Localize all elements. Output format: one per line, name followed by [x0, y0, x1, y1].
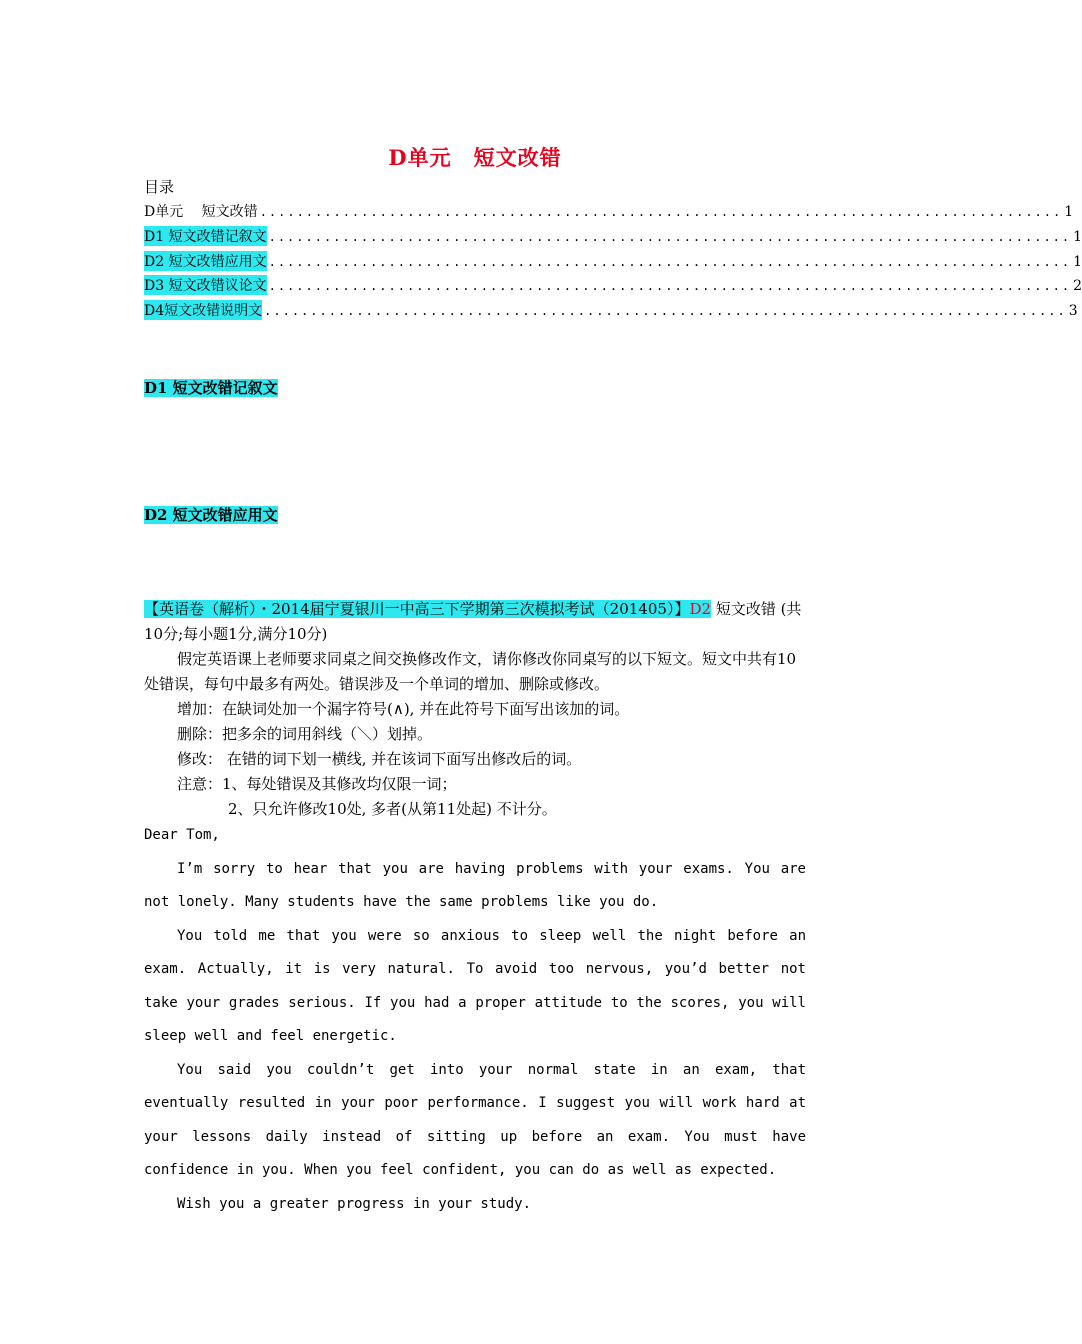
toc-entry[interactable]: D4短文改错说明文 ....................................................................................... 3 [144, 300, 806, 320]
letter-salutation: Dear Tom, [144, 827, 220, 843]
instruction-note-2: 2、只允许修改10处, 多者(从第11处起) 不计分。 [228, 800, 557, 818]
instruction-add: 增加：在缺词处加一个漏字符号(∧), 并在此符号下面写出该加的词。 [177, 700, 630, 718]
toc-heading: 目录 [144, 178, 175, 196]
letter-paragraph: I’m sorry to hear that you are having problems with your exams. You are not lonely. Many students have the same problems like you do. [144, 861, 806, 911]
question-header: 【英语卷（解析）・2014届宁夏银川一中高三下学期第三次模拟考试（201405）】D2 短文改错 (共10分;每小题1分,满分10分) [144, 600, 802, 643]
instruction-delete: 删除：把多余的词用斜线（＼）划掉。 [177, 725, 433, 743]
page-title: D单元 短文改错 [388, 145, 562, 170]
instruction-note-1: 注意：1、每处错误及其修改均仅限一词； [177, 775, 457, 793]
toc-entry[interactable]: D单元 短文改错 ....................................................................................... 1 [144, 204, 1074, 220]
letter-closing: Wish you a greater progress in your study. [177, 1196, 532, 1212]
section-heading-d2: D2 短文改错应用文 [144, 506, 278, 524]
section-heading-d1: D1 短文改错记叙文 [144, 379, 278, 397]
toc-entry[interactable]: D1 短文改错记叙文 ....................................................................................... 1 [144, 226, 806, 246]
letter-paragraph: You told me that you were so anxious to sleep well the night before an exam. Actually, it is very natural. To avoid too nervous, you’d better not take your grades serious. If you had a proper attitude to the scores, you will sleep well and feel energetic. [144, 928, 806, 1045]
toc-entry[interactable]: D2 短文改错应用文 ....................................................................................... 1 [144, 251, 806, 271]
letter-paragraph: You said you couldn’t get into your normal state in an exam, that eventually resulted in your poor performance. I suggest you will work hard at your lessons daily instead of sitting up before an exam. You must have confidence in you. When you feel confident, you can do as well as expected. [144, 1062, 806, 1179]
instruction-paragraph: 假定英语课上老师要求同桌之间交换修改作文，请你修改你同桌写的以下短文。短文中共有10处错误，每句中最多有两处。错误涉及一个单词的增加、删除或修改。 [144, 650, 797, 693]
instruction-modify: 修改： 在错的词下划一横线, 并在该词下面写出修改后的词。 [177, 750, 582, 768]
toc-entry[interactable]: D3 短文改错议论文 ....................................................................................... 2 [144, 275, 806, 295]
